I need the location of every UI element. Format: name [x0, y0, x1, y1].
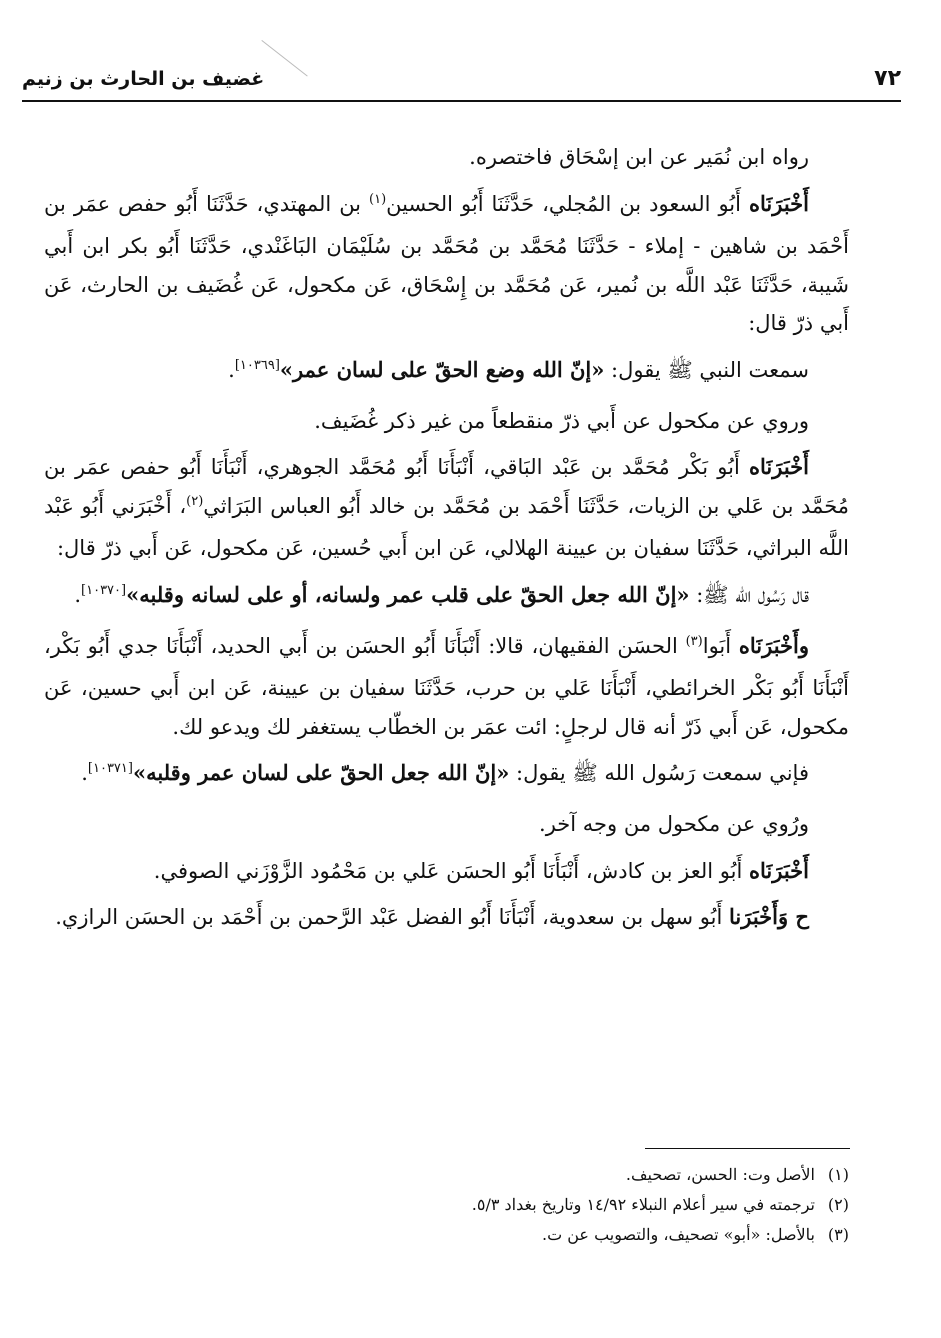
paragraph [44, 805, 849, 844]
paragraph [44, 754, 849, 797]
chain-keyword: وأَخْبَرَنَاه [738, 632, 809, 658]
footnote-mark: (٢) [827, 1195, 849, 1214]
text-run: أَبُو السعود بن المُجلي، حَدَّثَنَا أَبُو الحسين [386, 191, 749, 216]
paragraph [44, 898, 849, 937]
note-reference: (٢) [186, 493, 204, 509]
chain-keyword: ح وَأَخْبَرَنا [729, 904, 809, 930]
paragraph [44, 852, 849, 891]
body-text [44, 138, 849, 945]
text-run: . [74, 582, 82, 607]
paragraph [44, 448, 849, 568]
text-run: وروي عن مكحول عن أَبي ذرّ منقطعاً من غير ذكر غُضَيف. [314, 408, 809, 433]
paragraph [44, 576, 849, 619]
text-run: أَبُو سهل بن سعدوية، أَنْبَأَنَا أَبُو الفضل عَبْد الرَّحمن بن أَحْمَد بن الحسَن الرازي. [55, 905, 729, 930]
note-reference: (١) [369, 191, 387, 207]
footnote-mark: (١) [827, 1165, 849, 1184]
note-reference: [١٠٣٦٩] [234, 357, 280, 373]
footnote-mark: (٣) [827, 1225, 849, 1244]
hadith-quote: «إنّ الله جعل الحقّ على قلب عمر ولسانه، أو على لسانه وقلبه» [126, 581, 690, 607]
text-run: أَبُو بَكْر مُحَمَّد بن عَبْد البَاقي، أَنْبَأَنَا أَبُو مُحَمَّد الجوهري، أَنْبَأَنَا أَبُو حفص عمَر بن مُحَمَّد بن عَلي بن الزيات، حَدَّثَنَا أَحْمَد بن مُحَمَّد بن خالد أَبُو العباس البَرَاثي [44, 455, 850, 518]
footnote [44, 1190, 849, 1220]
hadith-quote: «إنّ الله وضع الحقّ على لسان عمر» [279, 356, 605, 382]
footnote-text: الأصل وت: الحسن، تصحيف. [625, 1165, 815, 1184]
paragraph [44, 627, 849, 747]
chain-keyword: أَخْبَرَنَاه [749, 454, 809, 480]
footnotes [44, 1160, 849, 1250]
page-header [22, 62, 901, 98]
text-run: سمعت النبي ﷺ يقول: [604, 357, 809, 382]
text-run: ورُوي عن مكحول من وجه آخر. [539, 811, 809, 836]
note-reference: [١٠٣٧٠] [81, 582, 127, 598]
footnote [44, 1220, 849, 1250]
text-run: الحسَن الفقيهان، قالا: أَنْبَأَنَا أَبُو الحسَن بن أَبي الحديد، أَنْبَأَنَا جدي أَبُو بَكْر، أَنْبَأَنَا أَبُو بَكْر الخرائطي، أَنْبَأَنَا عَلي بن حرب، حَدَّثَنَا سفيان بن عيينة، عَن ابن أَبي حسين، عَن مكحول، عَن أَبي ذَرّ أنه قال لرجلٍ: ائت عمَر بن الخطّاب يستغفر لك ويدعو لك. [44, 633, 849, 739]
chain-keyword: أَخْبَرَنَاه [749, 190, 809, 216]
paragraph [44, 185, 849, 343]
text-run: أَبَوا [702, 633, 739, 658]
paragraph [44, 402, 849, 441]
text-run: رواه ابن نُمَير عن ابن إسْحَاق فاختصره. [469, 145, 809, 169]
note-reference: [١٠٣٧١] [87, 761, 133, 777]
running-title: غضيف بن الحارث بن زنيم [22, 68, 265, 90]
footnote-text: بالأصل: «أبو» تصحيف، والتصويب عن ت. [542, 1225, 815, 1244]
text-run: بن المهتدي، حَدَّثَنَا أَبُو حفص عمَر بن أَحْمَد بن شاهين - إملاء - حَدَّثَنَا مُحَمَّد بن مُحَمَّد بن سُلَيْمَان البَاغَنْدي، حَدَّثَنَا أَبُو بكر ابن أَبي شَيبة، حَدَّثَنَا عَبْد اللَّه بن نُمير، عَن مُحَمَّد بن إِسْحَاق، عَن مكحول، عَن غُضَيف بن الحارث، عَن أَبي ذرّ قال: [44, 191, 849, 336]
paragraph [44, 351, 849, 394]
page-number: ٧٢ [874, 66, 901, 91]
chain-keyword: أَخْبَرَنَاه [749, 857, 809, 883]
header-rule [22, 100, 901, 102]
text-run: . [228, 357, 235, 382]
footnote-text: ترجمته في سير أعلام النبلاء ١٤/٩٢ وتاريخ بغداد ٥/٣. [471, 1195, 815, 1214]
paragraph [44, 138, 849, 177]
footnote-separator [645, 1148, 850, 1149]
text-run: فإني سمعت رَسُول الله ﷺ يقول: [509, 761, 809, 786]
text-run: . [81, 761, 88, 786]
hadith-quote: «إنّ الله جعل الحقّ على لسان عمر وقلبه» [132, 760, 510, 786]
text-run: أَبُو العز بن كادش، أَنْبَأَنَا أَبُو الحسَن عَلي بن مَحْمُود الزَّوْزَني الصوفي. [153, 858, 749, 883]
footnote [44, 1160, 849, 1190]
note-reference: (٣) [685, 633, 703, 649]
text-run: قال رَسُول الله ﷺ: [689, 582, 809, 607]
text-run: ، أَخْبَرَني أَبُو عَبْد اللَّه البراثي، حَدَّثَنَا سفيان بن عيينة الهلالي، عَن ابن أَبي حُسين، عَن مكحول، عَن أَبي ذرّ قال: [44, 493, 849, 561]
